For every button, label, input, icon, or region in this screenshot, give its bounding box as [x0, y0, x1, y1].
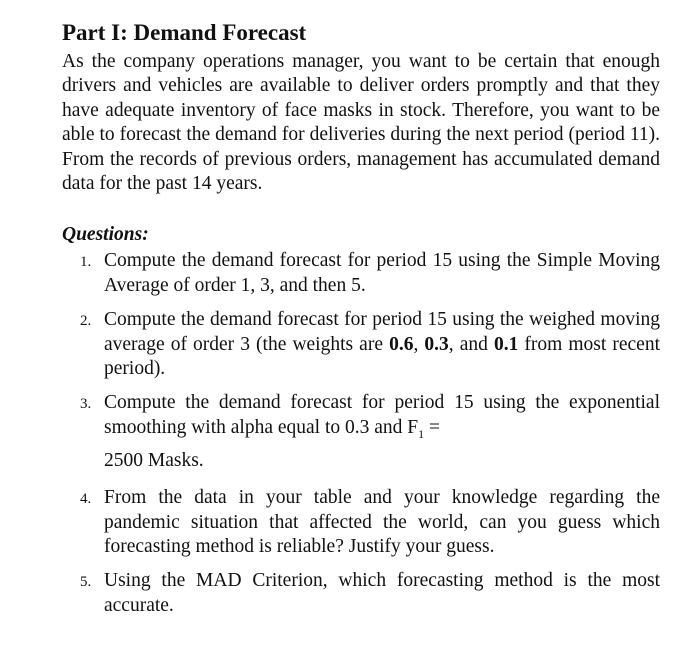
question-text-part: , — [413, 333, 425, 355]
question-item-2 — [62, 308, 660, 381]
question-item-3 — [62, 391, 660, 476]
question-number: 4 . — [80, 487, 91, 511]
question-text-part: 2500 Masks. — [104, 450, 204, 472]
question-item-1 — [62, 249, 660, 298]
question-number: 1 . — [80, 250, 91, 274]
question-text-part: Compute the demand forecast for period 15 using the exponential smoothing with alpha equal to 0.3 and F — [104, 392, 660, 438]
question-text: From the data in your table and your knowledge regarding the pandemic situation that affected the world, can you guess which forecasting method is reliable? Justify your guess. — [104, 487, 660, 557]
question-text: Using the MAD Criterion, which forecasting method is the most accurate. — [104, 570, 660, 616]
weight-value: 0.6 — [389, 333, 414, 355]
question-text: Compute the demand forecast for period 15 using the Simple Moving Average of order 1, 3, and then 5. — [104, 250, 660, 296]
weight-value: 0.3 — [424, 333, 449, 355]
subscript: 1 — [418, 426, 425, 441]
question-number: 3 . — [80, 392, 91, 416]
question-text-part: = — [424, 416, 441, 438]
weight-value: 0.1 — [493, 333, 519, 355]
questions-list — [62, 249, 660, 618]
intro-paragraph: As the company operations manager, you want to be certain that enough drivers and vehicles are available to deliver orders promptly and that they have adequate inventory of face masks in stock. Therefore, you want to be able to forecast the demand for deliveries during the next period (period 11). From the records of previous orders, management has accumulated demand data for the past 14 years. — [62, 51, 660, 195]
question-text-part: , and — [448, 333, 494, 355]
question-number: 2 . — [80, 309, 91, 333]
question-number: 5 . — [80, 570, 91, 594]
question-text-part: from most recent period). — [104, 333, 661, 380]
questions-heading: Questions: — [62, 224, 149, 246]
question-text-part: Compute the demand forecast for period 15 using the weighed moving average of order 3 (the weights are — [104, 309, 660, 355]
section-title: Part I: Demand Forecast — [62, 20, 307, 45]
question-item-5 — [62, 569, 660, 618]
question-item-4 — [62, 486, 660, 559]
